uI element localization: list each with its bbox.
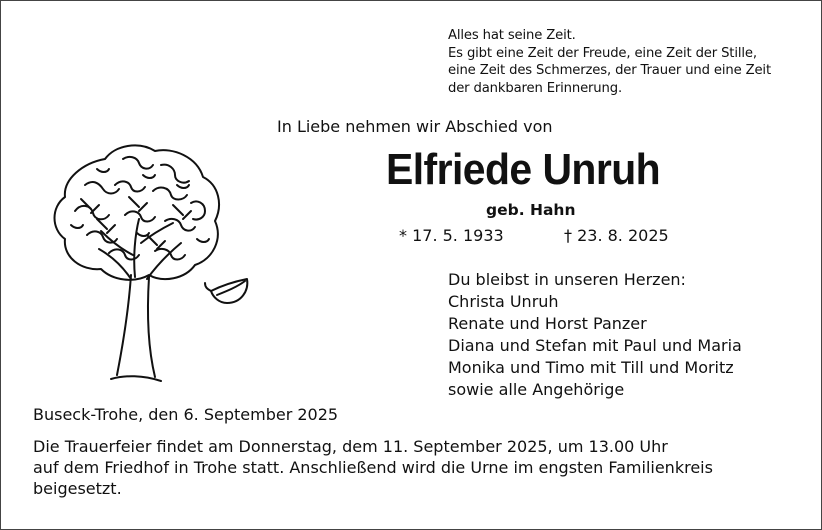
poem-line: eine Zeit des Schmerzes, der Trauer und eine Zeit bbox=[448, 63, 771, 78]
mourners-heading: Du bleibst in unseren Herzen: bbox=[448, 270, 686, 289]
poem-line: Alles hat seine Zeit. bbox=[448, 28, 576, 43]
poem-line: der dankbaren Erinnerung. bbox=[448, 80, 622, 96]
service-line: beigesetzt. bbox=[33, 479, 122, 498]
poem bbox=[448, 27, 771, 97]
poem-line: Es gibt eine Zeit der Freude, eine Zeit der Stille, bbox=[448, 45, 757, 61]
mourner-entry: Monika und Timo mit Till und Moritz bbox=[448, 358, 734, 377]
funeral-service-info bbox=[33, 436, 713, 499]
mourner-entry: Christa Unruh bbox=[448, 292, 559, 311]
tree-with-falling-leaf-icon bbox=[27, 139, 259, 385]
mourner-entry: sowie alle Angehörige bbox=[448, 380, 625, 399]
mourner-entry: Renate und Horst Panzer bbox=[448, 314, 647, 333]
mourner-entry: Diana und Stefan mit Paul und Maria bbox=[448, 336, 742, 355]
maiden-name: geb. Hahn bbox=[486, 201, 576, 219]
birth-date: * 17. 5. 1933 bbox=[399, 226, 504, 245]
deceased-name: Elfriede Unruh bbox=[386, 145, 661, 194]
death-date: † 23. 8. 2025 bbox=[564, 226, 669, 245]
service-line: Die Trauerfeier findet am Donnerstag, dem 11. September 2025, um 13.00 Uhr bbox=[33, 437, 668, 456]
service-line: auf dem Friedhof in Trohe statt. Anschließend wird die Urne im engsten Familienkreis bbox=[33, 458, 713, 477]
mourners-list bbox=[448, 269, 742, 401]
place-and-date: Buseck-Trohe, den 6. September 2025 bbox=[33, 405, 339, 424]
farewell-intro: In Liebe nehmen wir Abschied von bbox=[277, 117, 553, 136]
